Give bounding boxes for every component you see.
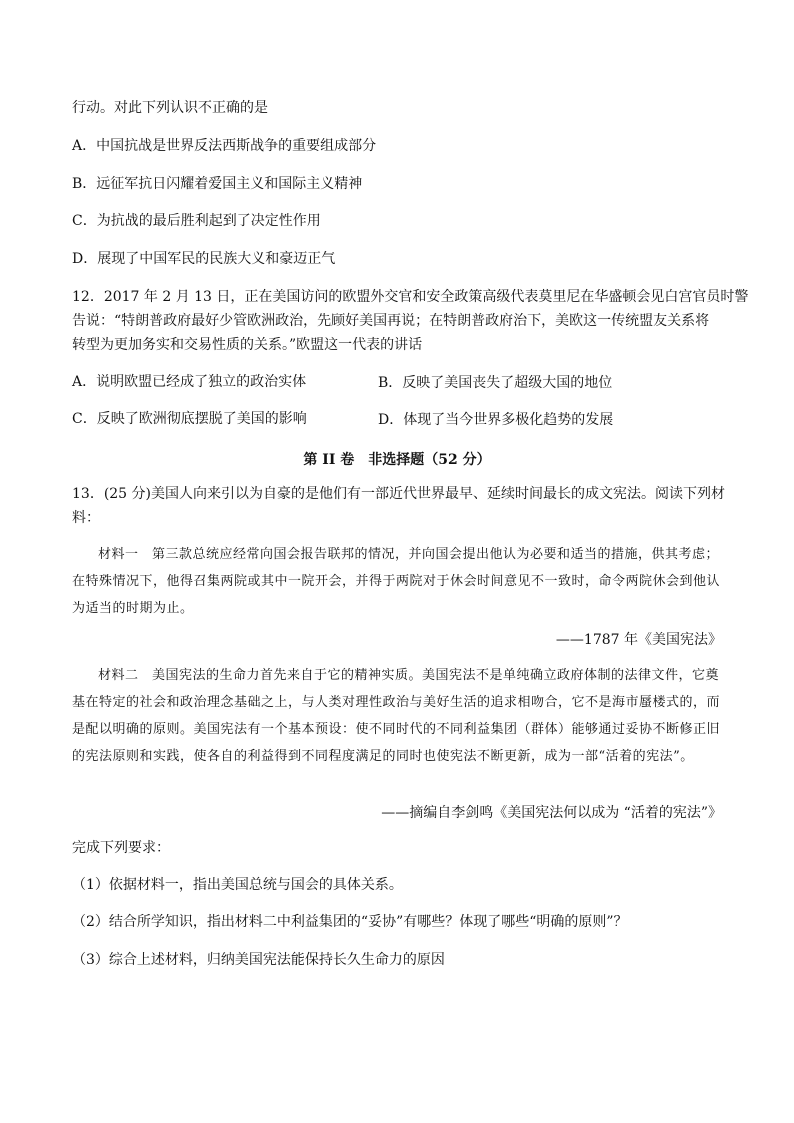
q11-option-a: A．中国抗战是世界反法西斯战争的重要组成部分 — [72, 138, 377, 154]
q11-option-c: C．为抗战的最后胜利起到了决定性作用 — [72, 213, 321, 229]
q12-option-a: A．说明欧盟已经成了独立的政治实体 — [72, 374, 307, 390]
q12-option-d: D．体现了当今世界多极化趋势的发展 — [378, 412, 614, 428]
q11-option-b: B．远征军抗日闪耀着爱国主义和国际主义精神 — [72, 176, 363, 192]
q11-stem-tail: 行动。对此下列认识不正确的是 — [72, 100, 268, 116]
q13-stem-line1: 13．(25 分)美国人向来引以为自豪的是他们有一部近代世界最早、延续时间最长的成文宪法。阅读下列材 — [72, 486, 726, 502]
q13-stem-line2: 料： — [72, 510, 100, 526]
material-2-source: ——摘编自李剑鸣《美国宪法何以成为 “活着的宪法”》 — [381, 805, 722, 821]
section-title: 第 II 卷 非选择题（52 分） — [303, 452, 491, 468]
material-1-source: ——1787 年《美国宪法》 — [555, 632, 722, 648]
material-2: 材料二 美国宪法的生命力首先来自于它的精神实质。美国宪法不是单纯确立政府体制的法律文件，它奠基在特定的社会和政治理念基础之上，与人类对理性政治与美好生活的追求相吻合，它不是海市蜃楼式的，而是配以明确的原则。美国宪法有一个基本预设：使不同时代的不同利益集团（群体）能够通过妥协不断修正旧的宪法原则和实践，使各自的利益得到不同程度满足的同时也使宪法不断更新，成为一部“活着的宪法”。 — [72, 668, 721, 764]
q11-option-d: D．展现了中国军民的民族大义和豪迈正气 — [72, 251, 336, 267]
q12-stem-line1: 12．2017 年 2 月 13 日，正在美国访问的欧盟外交官和安全政策高级代表莫里尼在华盛顿会见白宫官员时警 — [72, 289, 749, 305]
q12-stem-line2: 告说：“特朗普政府最好少管欧洲政治，先顾好美国再说；在特朗普政府治下，美欧这一传统盟友关系将 — [72, 313, 710, 329]
requirement-heading: 完成下列要求： — [72, 840, 170, 856]
q12-option-c: C．反映了欧洲彻底摆脱了美国的影响 — [72, 411, 307, 427]
material-1: 材料一 第三款总统应经常向国会报告联邦的情况，并向国会提出他认为必要和适当的措施，供其考虑；在特殊情况下，他得召集两院或其中一院开会，并得于两院对于休会时间意见不一致时，命令两院休会到他认为适当的时期为止。 — [72, 547, 721, 616]
sub-question-1: （1）依据材料一，指出美国总统与国会的具体关系。 — [72, 877, 403, 893]
q12-option-b: B．反映了美国丧失了超级大国的地位 — [378, 375, 613, 391]
sub-question-3: （3）综合上述材料，归纳美国宪法能保持长久生命力的原因 — [72, 952, 445, 968]
sub-question-2: （2）结合所学知识，指出材料二中利益集团的“妥协”有哪些？体现了哪些“明确的原则”？ — [72, 914, 628, 930]
q12-stem-line3: 转型为更加务实和交易性质的关系。”欧盟这一代表的讲话 — [72, 337, 423, 353]
